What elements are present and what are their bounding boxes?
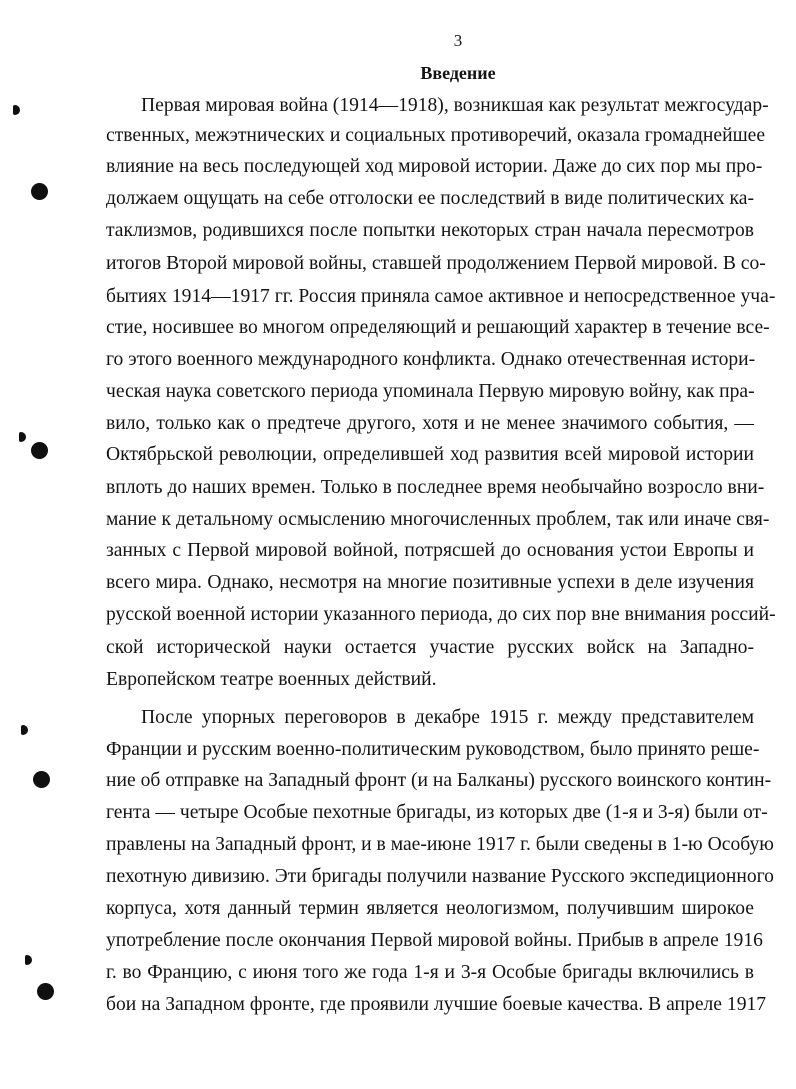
scan-mark-icon — [19, 432, 26, 442]
text-line: мание к детальному осмыслению многочисленных проблем, так или иначе свя- — [106, 509, 770, 530]
punch-hole-icon — [31, 183, 48, 200]
text-line: пехотную дивизию. Эти бригады получили название Русского экспедиционного — [106, 866, 774, 887]
punch-hole-icon — [33, 771, 50, 788]
text-line: таклизмов, родившихся после попытки некоторых стран начала пересмотров — [106, 220, 754, 241]
text-line: гента — четыре Особые пехотные бригады, из которых две (1-я и 3-я) были от- — [106, 802, 768, 823]
text-line: Первая мировая война (1914—1918), возникшая как результат межгосудар- — [141, 95, 769, 116]
text-line: г. во Францию, с июня того же года 1-я и 3-я Особые бригады включились в — [106, 962, 754, 983]
text-line: ние об отправке на Западный фронт (и на Балканы) русского воинского контин- — [106, 770, 772, 791]
text-line: Франции и русским военно-политическим руководством, было принято реше- — [106, 739, 760, 760]
scan-mark-icon — [21, 725, 28, 735]
text-line: употребление после окончания Первой мировой войны. Прибыв в апреле 1916 — [106, 930, 763, 951]
text-line: бои на Западном фронте, где проявили лучшие боевые качества. В апреле 1917 — [106, 994, 767, 1015]
text-line: корпуса, хотя данный термин является неологизмом, получившим широкое — [106, 898, 754, 919]
text-line: стие, носившее во многом определяющий и решающий характер в течение все- — [106, 317, 770, 338]
scan-mark-icon — [25, 955, 32, 965]
text-line: занных с Первой мировой войной, потрясшей до основания устои Европы и — [106, 540, 754, 561]
text-line: ческая наука советского периода упоминала Первую мировую войну, как пра- — [106, 381, 755, 402]
text-line: вплоть до наших времен. Только в последнее время необычайно возросло вни- — [106, 477, 765, 498]
text-line: вило, только как о предтече другого, хотя и не менее значимого события, — — [106, 413, 754, 434]
page-heading: Введение — [420, 63, 496, 83]
text-line: го этого военного международного конфликта. Однако отечественная истори- — [106, 349, 756, 370]
text-line: правлены на Западный фронт, и в мае-июне 1917 г. были сведены в 1-ю Особую — [106, 834, 774, 855]
text-line: всего мира. Однако, несмотря на многие позитивные успехи в деле изучения — [106, 572, 754, 593]
text-line: русской военной истории указанного периода, до сих пор вне внимания россий- — [106, 604, 776, 625]
punch-hole-icon — [37, 983, 54, 1000]
text-line: ской исторической науки остается участие русских войск на Западно- — [106, 637, 754, 658]
text-line: Октябрьской революции, определившей ход развития всей мировой истории — [106, 444, 754, 465]
page-number: 3 — [453, 31, 463, 50]
punch-hole-icon — [31, 442, 48, 459]
text-line: итогов Второй мировой войны, ставшей продолжением Первой мировой. В со- — [106, 253, 766, 274]
text-line: бытиях 1914—1917 гг. Россия приняла самое активное и непосредственное уча- — [106, 286, 776, 307]
scan-mark-icon — [13, 105, 20, 115]
text-line: ственных, межэтнических и социальных противоречий, оказала громаднейшее — [106, 125, 766, 146]
text-line: влияние на весь последующей ход мировой истории. Даже до сих пор мы про- — [106, 156, 763, 177]
text-line: должаем ощущать на себе отголоски ее последствий в виде политических ка- — [106, 188, 754, 209]
text-line: Европейском театре военных действий. — [106, 669, 437, 690]
text-line: После упорных переговоров в декабре 1915 г. между представителем — [141, 707, 754, 728]
